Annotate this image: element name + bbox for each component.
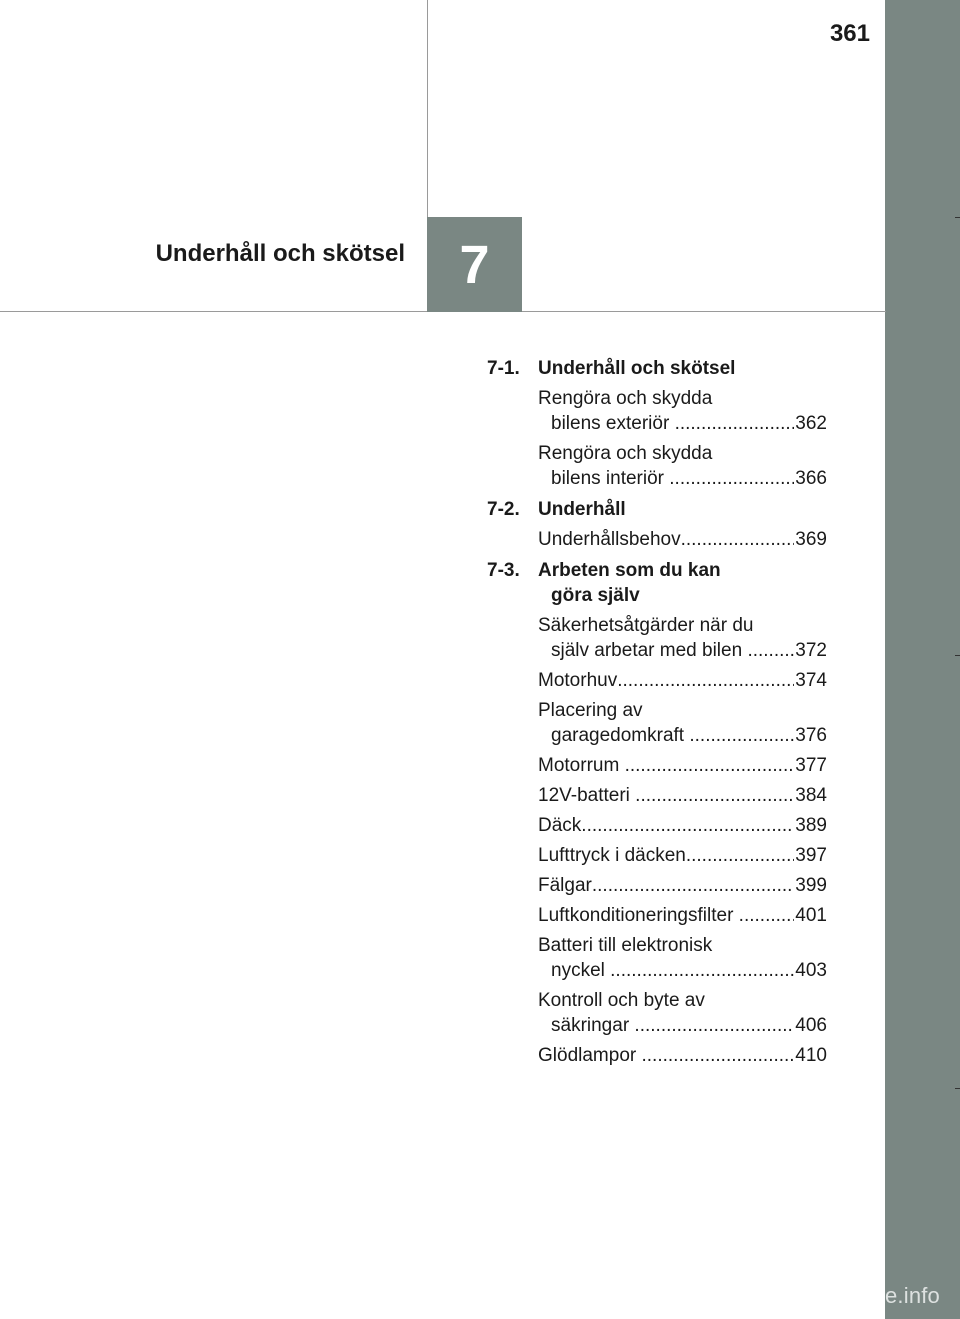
toc-entry-title: Motorrum — [538, 755, 625, 776]
toc-entry-title: Placering av — [538, 700, 643, 721]
toc-entry[interactable] — [487, 933, 827, 983]
chapter-number-box — [427, 217, 522, 312]
toc-entry-title-continued: själv arbetar med bilen — [551, 640, 748, 661]
toc-section-heading[interactable] — [487, 356, 827, 381]
toc-entry[interactable] — [487, 843, 827, 868]
toc-entry-title-continued: säkringar — [551, 1015, 635, 1036]
toc-entry-title: Rengöra och skydda — [538, 443, 713, 464]
toc-entry-page: 406 — [795, 1015, 827, 1036]
toc-entry-page: 376 — [795, 725, 827, 746]
vertical-divider — [427, 0, 428, 218]
toc-section-heading[interactable] — [487, 497, 827, 522]
table-of-contents — [487, 356, 827, 1068]
toc-entry[interactable] — [487, 813, 827, 838]
toc-entry-page: 374 — [795, 670, 827, 691]
toc-entry-title: Motorhuv — [538, 670, 618, 691]
toc-entry[interactable] — [487, 613, 827, 663]
toc-entry-title: Luftkonditioneringsfilter — [538, 905, 739, 926]
dot-leader — [686, 843, 794, 868]
dot-leader — [739, 903, 795, 928]
toc-entry-title-continued: bilens exteriör — [551, 413, 675, 434]
toc-entry-page: 401 — [795, 905, 827, 926]
toc-entry[interactable] — [487, 753, 827, 778]
toc-entry-title: Underhållsbehov — [538, 529, 681, 550]
toc-entry-title: Rengöra och skydda — [538, 388, 713, 409]
dot-leader — [689, 723, 794, 748]
toc-entry-title: Fälgar — [538, 875, 592, 896]
toc-entry-page: 366 — [795, 468, 827, 489]
toc-entry-title-continued: nyckel — [551, 960, 611, 981]
dot-leader — [635, 783, 794, 808]
toc-entry[interactable] — [487, 783, 827, 808]
toc-entry-page: 362 — [795, 413, 827, 434]
toc-entry-page: 397 — [795, 845, 827, 866]
watermark: carmanualsonline.info — [721, 1283, 940, 1308]
toc-entry-page: 377 — [795, 755, 827, 776]
toc-entry-title: Batteri till elektronisk — [538, 935, 713, 956]
toc-section-number: 7-3. — [487, 560, 520, 581]
toc-entry-title-continued: garagedomkraft — [551, 725, 690, 746]
side-tab-tick — [955, 1088, 960, 1089]
toc-entry-page: 410 — [795, 1045, 827, 1066]
toc-entry-title-continued: bilens interiör — [551, 468, 670, 489]
dot-leader — [675, 411, 795, 436]
toc-entry-title: Lufttryck i däcken — [538, 845, 686, 866]
dot-leader — [669, 466, 794, 491]
toc-section-title: Underhåll — [538, 499, 626, 520]
toc-entry-title: Glödlampor — [538, 1045, 642, 1066]
toc-entry[interactable] — [487, 527, 827, 552]
dot-leader — [610, 958, 794, 983]
side-tab-tick — [955, 655, 960, 656]
dot-leader — [642, 1043, 795, 1068]
toc-entry[interactable] — [487, 1043, 827, 1068]
toc-entry-title: Säkerhetsåtgärder när du — [538, 615, 754, 636]
toc-section-title-continued: göra själv — [551, 585, 640, 606]
toc-entry-page: 384 — [795, 785, 827, 806]
toc-entry[interactable] — [487, 698, 827, 748]
dot-leader — [681, 527, 795, 552]
toc-entry-title: Däck — [538, 815, 582, 836]
toc-entry-title: Kontroll och byte av — [538, 990, 705, 1011]
toc-entry[interactable] — [487, 873, 827, 898]
chapter-number: 7 — [459, 234, 490, 295]
toc-section-title: Arbeten som du kan — [538, 560, 721, 581]
dot-leader — [617, 668, 794, 693]
side-tab-tick — [955, 217, 960, 218]
chapter-side-tab — [885, 0, 960, 1319]
toc-entry-page: 389 — [795, 815, 827, 836]
dot-leader — [592, 873, 794, 898]
toc-entry[interactable] — [487, 668, 827, 693]
toc-entry[interactable] — [487, 988, 827, 1038]
toc-section-number: 7-2. — [487, 499, 520, 520]
page-number: 361 — [829, 20, 870, 47]
toc-section-number: 7-1. — [487, 358, 520, 379]
toc-entry[interactable] — [487, 903, 827, 928]
toc-entry-page: 403 — [795, 960, 827, 981]
dot-leader — [634, 1013, 794, 1038]
dot-leader — [581, 813, 794, 838]
toc-entry-page: 399 — [795, 875, 827, 896]
chapter-title: Underhåll och skötsel — [155, 240, 405, 267]
toc-entry[interactable] — [487, 386, 827, 436]
toc-entry[interactable] — [487, 441, 827, 491]
toc-section-title: Underhåll och skötsel — [538, 358, 736, 379]
dot-leader — [625, 753, 795, 778]
toc-entry-page: 372 — [795, 640, 827, 661]
toc-section-heading[interactable] — [487, 558, 827, 608]
toc-entry-title: 12V-batteri — [538, 785, 636, 806]
dot-leader — [747, 638, 794, 663]
toc-entry-page: 369 — [795, 529, 827, 550]
